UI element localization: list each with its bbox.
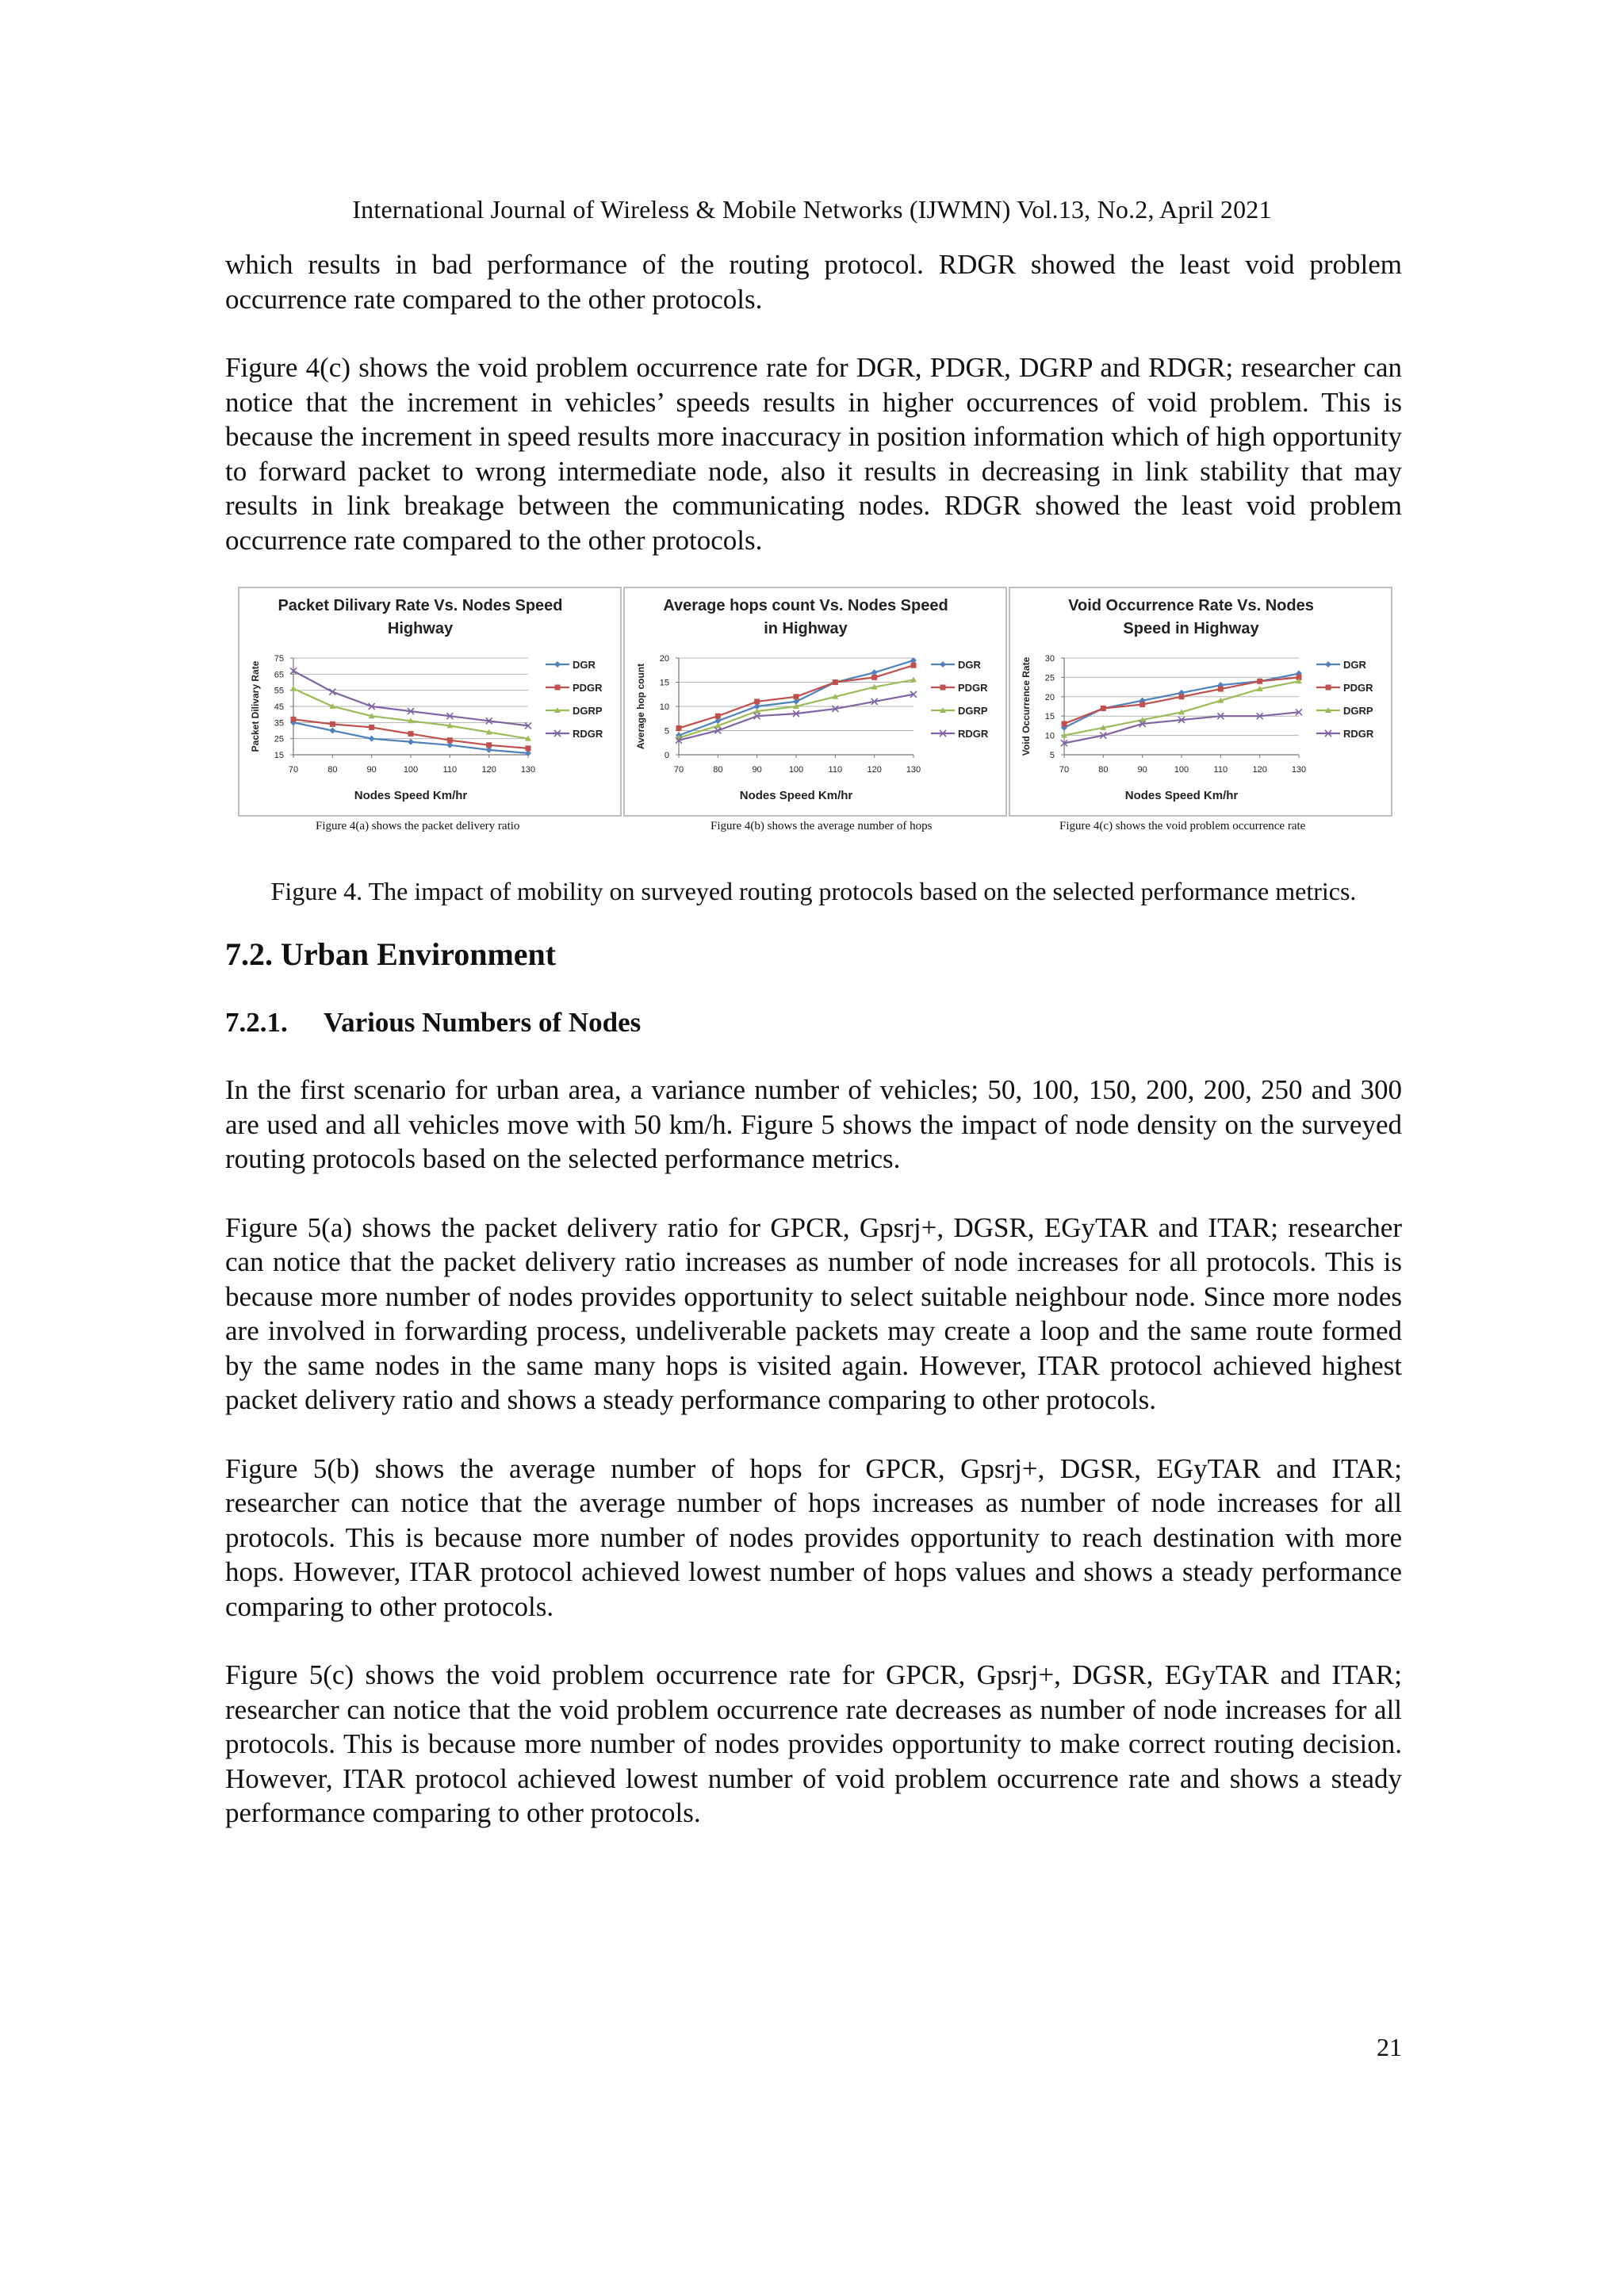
data-point-dgrp xyxy=(290,686,297,691)
chart-void-occurrence xyxy=(1010,588,1388,815)
x-tick-label: 80 xyxy=(713,765,723,775)
series-line-dgrp xyxy=(1064,681,1299,735)
x-tick-label: 120 xyxy=(1252,765,1267,775)
x-tick-label: 70 xyxy=(673,765,684,775)
data-point-pdgr xyxy=(486,742,492,748)
legend-marker xyxy=(940,661,946,668)
paragraph: Figure 5(a) shows the packet delivery ratio for GPCR, Gpsrj+, DGSR, EGyTAR and ITAR; researcher can notice that the packet delivery ratio increases as number of node increases for all protocols. This is because more number of nodes provides opportunity to select suitable neighbour node. Since more nodes are involved in forwarding process, undeliverable packets may create a loop and the same route formed by the same nodes in the same many hops is visited again. However, ITAR protocol achieved highest packet delivery ratio and shows a steady performance comparing to other protocols. xyxy=(225,1211,1402,1415)
page-number: 21 xyxy=(1377,2033,1402,2061)
y-tick-label: 25 xyxy=(1044,673,1055,683)
y-tick-label: 0 xyxy=(664,751,669,760)
series-line-rdgr xyxy=(293,671,528,725)
paragraph: In the first scenario for urban area, a variance number of vehicles; 50, 100, 150, 200, 200, 250 and 300 are used and all vehicles move with 50 km/h. Figure 5 shows the impact of node density on the surveyed routing protocols based on the selected performance metrics. xyxy=(225,1074,1402,1174)
y-tick-label: 15 xyxy=(274,751,284,760)
data-point-pdgr xyxy=(676,725,682,731)
y-tick-label: 15 xyxy=(659,678,669,688)
data-point-pdgr xyxy=(1179,694,1185,699)
x-tick-label: 70 xyxy=(1059,765,1070,775)
data-point-pdgr xyxy=(291,717,297,722)
y-tick-label: 35 xyxy=(274,718,284,729)
data-point-pdgr xyxy=(1257,679,1262,684)
x-tick-label: 70 xyxy=(288,765,299,775)
paragraph: Figure 5(c) shows the void problem occurrence rate for GPCR, Gpsrj+, DGSR, EGyTAR and ITAR; researcher can notice that the void problem occurrence rate decreases as number of node increases for all protocols. This is because more number of nodes provides opportunity to make correct routing decision. However, ITAR protocol achieved lowest number of void problem occurrence rate and shows a steady performance comparing to other protocols. xyxy=(225,1659,1402,1828)
legend-marker xyxy=(555,685,561,691)
data-point-pdgr xyxy=(754,698,760,704)
data-point-pdgr xyxy=(1218,687,1224,692)
paragraph: Figure 5(b) shows the average number of hops for GPCR, Gpsrj+, DGSR, EGyTAR and ITAR; researcher can notice that the average number of hops increases as number of node increases for all protocols. This is because more number of nodes provides opportunity to reach destination with more hops. However, ITAR protocol achieved lowest number of hops values and shows a steady performance comparing to other protocols. xyxy=(225,1452,1402,1622)
chart-packet-delivery xyxy=(239,588,620,815)
legend-label: PDGR xyxy=(1343,682,1373,694)
legend-label: DGR xyxy=(573,659,596,671)
figure-4 xyxy=(238,587,1389,817)
y-tick-label: 5 xyxy=(664,726,669,737)
y-tick-label: 15 xyxy=(1044,712,1055,722)
y-tick-label: 55 xyxy=(274,686,284,696)
chart-panel-c xyxy=(1009,587,1392,817)
legend-label: DGR xyxy=(1343,659,1366,671)
legend-label: PDGR xyxy=(958,682,988,694)
y-axis-label: Void Occurrence Rate xyxy=(1021,656,1032,756)
data-point-pdgr xyxy=(833,679,838,685)
y-tick-label: 20 xyxy=(659,654,669,664)
chart-title: in Highway xyxy=(764,620,848,637)
data-point-pdgr xyxy=(408,731,414,737)
chart-title: Speed in Highway xyxy=(1123,620,1259,637)
series-line-dgrp xyxy=(679,679,914,737)
legend-label: DGRP xyxy=(573,705,603,717)
chart-title: Average hops count Vs. Nodes Speed xyxy=(663,597,948,614)
data-point-pdgr xyxy=(1101,706,1106,711)
legend-marker xyxy=(940,685,946,691)
legend-marker xyxy=(1326,685,1331,691)
data-point-dgr xyxy=(329,728,335,734)
x-tick-label: 100 xyxy=(403,765,419,775)
paragraph: which results in bad performance of the routing protocol. RDGR showed the least void problem occurrence rate compared to the other protocols. xyxy=(225,249,1402,315)
legend-label: DGRP xyxy=(1343,705,1373,717)
data-point-pdgr xyxy=(794,694,799,699)
x-tick-label: 130 xyxy=(1291,765,1307,775)
legend-marker xyxy=(1325,661,1331,668)
legend-label: DGRP xyxy=(958,705,988,717)
data-point-pdgr xyxy=(1062,721,1067,726)
x-tick-label: 90 xyxy=(752,765,762,775)
x-axis-label: Nodes Speed Km/hr xyxy=(354,789,468,802)
x-tick-label: 130 xyxy=(906,765,921,775)
x-tick-label: 90 xyxy=(366,765,377,775)
legend-marker xyxy=(554,661,561,668)
subcaption-b: Figure 4(b) shows the average number of hops xyxy=(710,820,933,832)
legend-label: RDGR xyxy=(958,728,989,740)
running-head: International Journal of Wireless & Mobile Networks (IJWMN) Vol.13, No.2, April 2021 xyxy=(352,195,1272,224)
data-point-dgr xyxy=(408,739,414,745)
y-tick-label: 5 xyxy=(1049,751,1055,760)
subcaption-c: Figure 4(c) shows the void problem occurrence rate xyxy=(1059,820,1306,832)
legend-label: PDGR xyxy=(573,682,603,694)
data-point-dgr xyxy=(369,736,375,742)
subsection-number: 7.2.1. xyxy=(225,1007,288,1038)
legend-label: DGR xyxy=(958,659,981,671)
subsection-heading xyxy=(225,1007,641,1039)
x-tick-label: 120 xyxy=(481,765,496,775)
x-axis-label: Nodes Speed Km/hr xyxy=(1124,789,1239,802)
top-text-block xyxy=(225,247,1402,557)
y-tick-label: 25 xyxy=(274,734,284,744)
y-tick-label: 30 xyxy=(1044,654,1055,664)
data-point-pdgr xyxy=(369,725,374,730)
series-line-dgr xyxy=(293,722,528,753)
y-tick-label: 20 xyxy=(1044,692,1055,702)
chart-title: Void Occurrence Rate Vs. Nodes xyxy=(1068,597,1314,614)
subsection-title: Various Numbers of Nodes xyxy=(324,1007,642,1038)
chart-panel-b xyxy=(623,587,1007,817)
x-tick-label: 90 xyxy=(1137,765,1147,775)
data-point-pdgr xyxy=(911,663,917,668)
x-tick-label: 80 xyxy=(327,765,338,775)
x-tick-label: 130 xyxy=(520,765,536,775)
bottom-text-block xyxy=(225,1073,1402,1831)
data-point-pdgr xyxy=(526,745,531,751)
x-axis-label: Nodes Speed Km/hr xyxy=(739,789,853,802)
chart-title: Highway xyxy=(387,620,454,637)
legend-label: RDGR xyxy=(573,728,603,740)
data-point-pdgr xyxy=(330,721,335,727)
y-tick-label: 45 xyxy=(274,702,284,712)
x-tick-label: 80 xyxy=(1098,765,1109,775)
y-tick-label: 75 xyxy=(274,654,284,664)
y-axis-label: Packet Dilivary Rate xyxy=(250,660,261,752)
x-tick-label: 120 xyxy=(867,765,882,775)
data-point-pdgr xyxy=(1139,702,1145,707)
paragraph: Figure 4(c) shows the void problem occurrence rate for DGR, PDGR, DGRP and RDGR; researcher can notice that the increment in vehicles’ speeds results in higher occurrences of void problem. This is because the increment in speed results more inaccuracy in position information which of high opportunity to forward packet to wrong intermediate node, also it results in decreasing in link stability that may results in link breakage between the communicating nodes. RDGR showed the least void problem occurrence rate compared to the other protocols. xyxy=(225,352,1402,556)
y-tick-label: 10 xyxy=(659,702,669,712)
x-tick-label: 110 xyxy=(442,765,458,775)
y-axis-label: Average hop count xyxy=(635,663,646,750)
subcaption-a: Figure 4(a) shows the packet delivery ratio xyxy=(316,820,520,832)
data-point-pdgr xyxy=(871,675,877,680)
x-tick-label: 110 xyxy=(828,765,843,775)
legend-label: RDGR xyxy=(1343,728,1374,740)
y-tick-label: 10 xyxy=(1044,731,1055,741)
figure-caption: Figure 4. The impact of mobility on surveyed routing protocols based on the selected performance metrics. xyxy=(270,877,1357,905)
x-tick-label: 110 xyxy=(1213,765,1228,775)
data-point-pdgr xyxy=(715,714,721,719)
x-tick-label: 100 xyxy=(788,765,804,775)
y-tick-label: 65 xyxy=(274,670,284,680)
chart-average-hops xyxy=(625,588,1005,815)
x-tick-label: 100 xyxy=(1174,765,1189,775)
data-point-pdgr xyxy=(447,737,453,743)
chart-title: Packet Dilivary Rate Vs. Nodes Speed xyxy=(278,597,563,614)
chart-panel-a xyxy=(238,587,622,817)
section-heading: 7.2. Urban Environment xyxy=(225,936,557,972)
series-line-pdgr xyxy=(1064,677,1299,724)
